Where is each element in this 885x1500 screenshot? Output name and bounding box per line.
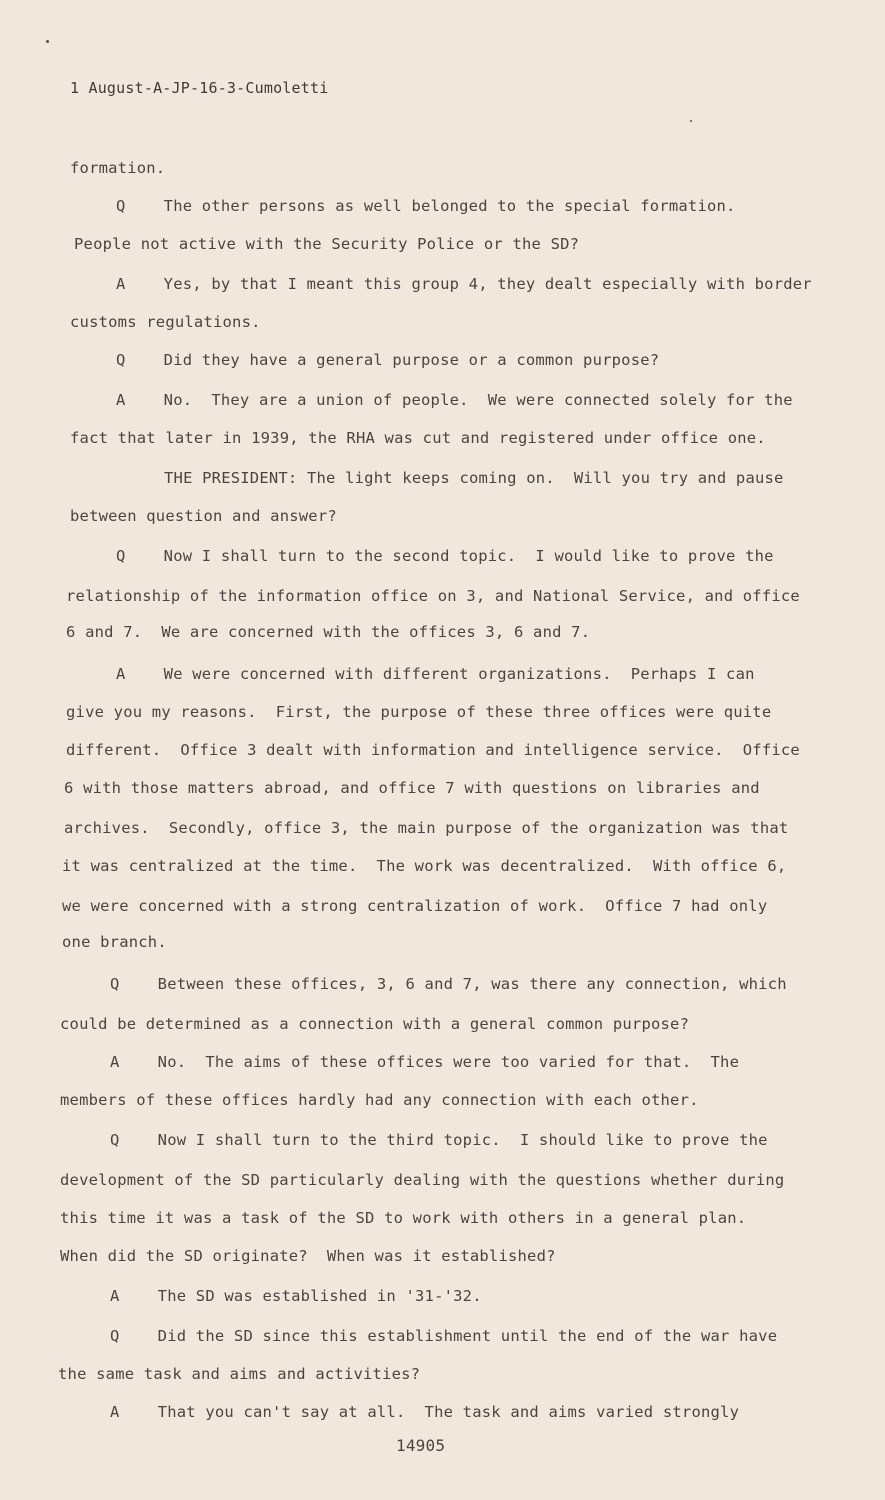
transcript-line: Q Did they have a general purpose or a common purpose? xyxy=(116,351,660,369)
transcript-line: one branch. xyxy=(62,933,167,951)
transcript-line: relationship of the information office on 3, and National Service, and office xyxy=(66,587,800,605)
transcript-line: fact that later in 1939, the RHA was cut and registered under office one. xyxy=(70,429,766,447)
transcript-line: Q The other persons as well belonged to the special formation. xyxy=(116,197,736,215)
transcript-line: People not active with the Security Police or the SD? xyxy=(74,235,580,253)
transcript-line: different. Office 3 dealt with information and intelligence service. Office xyxy=(66,741,800,759)
transcript-line: A We were concerned with different organizations. Perhaps I can xyxy=(116,665,755,683)
transcript-line: development of the SD particularly dealing with the questions whether during xyxy=(60,1171,785,1189)
transcript-line: Q Now I shall turn to the second topic. I would like to prove the xyxy=(116,547,774,565)
transcript-line: the same task and aims and activities? xyxy=(58,1365,421,1383)
transcript-line: Q Now I shall turn to the third topic. I should like to prove the xyxy=(110,1131,768,1149)
page-header: 1 August-A-JP-16-3-Cumoletti xyxy=(70,79,329,97)
transcript-line: could be determined as a connection with a general common purpose? xyxy=(60,1015,690,1033)
page-number: 14905 xyxy=(396,1436,446,1455)
ink-speck xyxy=(690,120,692,122)
transcript-line: A No. The aims of these offices were too varied for that. The xyxy=(110,1053,740,1071)
transcript-line: formation. xyxy=(70,159,166,177)
transcript-line: When did the SD originate? When was it established? xyxy=(60,1247,556,1265)
transcript-line: give you my reasons. First, the purpose of these three offices were quite xyxy=(66,703,772,721)
transcript-line: it was centralized at the time. The work was decentralized. With office 6, xyxy=(62,857,787,875)
transcript-line: A The SD was established in '31-'32. xyxy=(110,1287,482,1305)
transcript-line: 6 with those matters abroad, and office 7 with questions on libraries and xyxy=(64,779,760,797)
transcript-line: A No. They are a union of people. We were connected solely for the xyxy=(116,391,793,409)
transcript-line: archives. Secondly, office 3, the main purpose of the organization was that xyxy=(64,819,789,837)
transcript-line: this time it was a task of the SD to work with others in a general plan. xyxy=(60,1209,747,1227)
transcript-line: A Yes, by that I meant this group 4, they dealt especially with border xyxy=(116,275,812,293)
transcript-line: 6 and 7. We are concerned with the offices 3, 6 and 7. xyxy=(66,623,591,641)
transcript-line: members of these offices hardly had any connection with each other. xyxy=(60,1091,699,1109)
transcript-line: Q Between these offices, 3, 6 and 7, was there any connection, which xyxy=(110,975,787,993)
transcript-line: customs regulations. xyxy=(70,313,261,331)
transcript-line: we were concerned with a strong centralization of work. Office 7 had only xyxy=(62,897,768,915)
transcript-line: Q Did the SD since this establishment until the end of the war have xyxy=(110,1327,778,1345)
ink-speck xyxy=(46,40,49,43)
transcript-line: THE PRESIDENT: The light keeps coming on. Will you try and pause xyxy=(164,469,784,487)
transcript-line: between question and answer? xyxy=(70,507,337,525)
transcript-line: A That you can't say at all. The task and aims varied strongly xyxy=(110,1403,740,1421)
